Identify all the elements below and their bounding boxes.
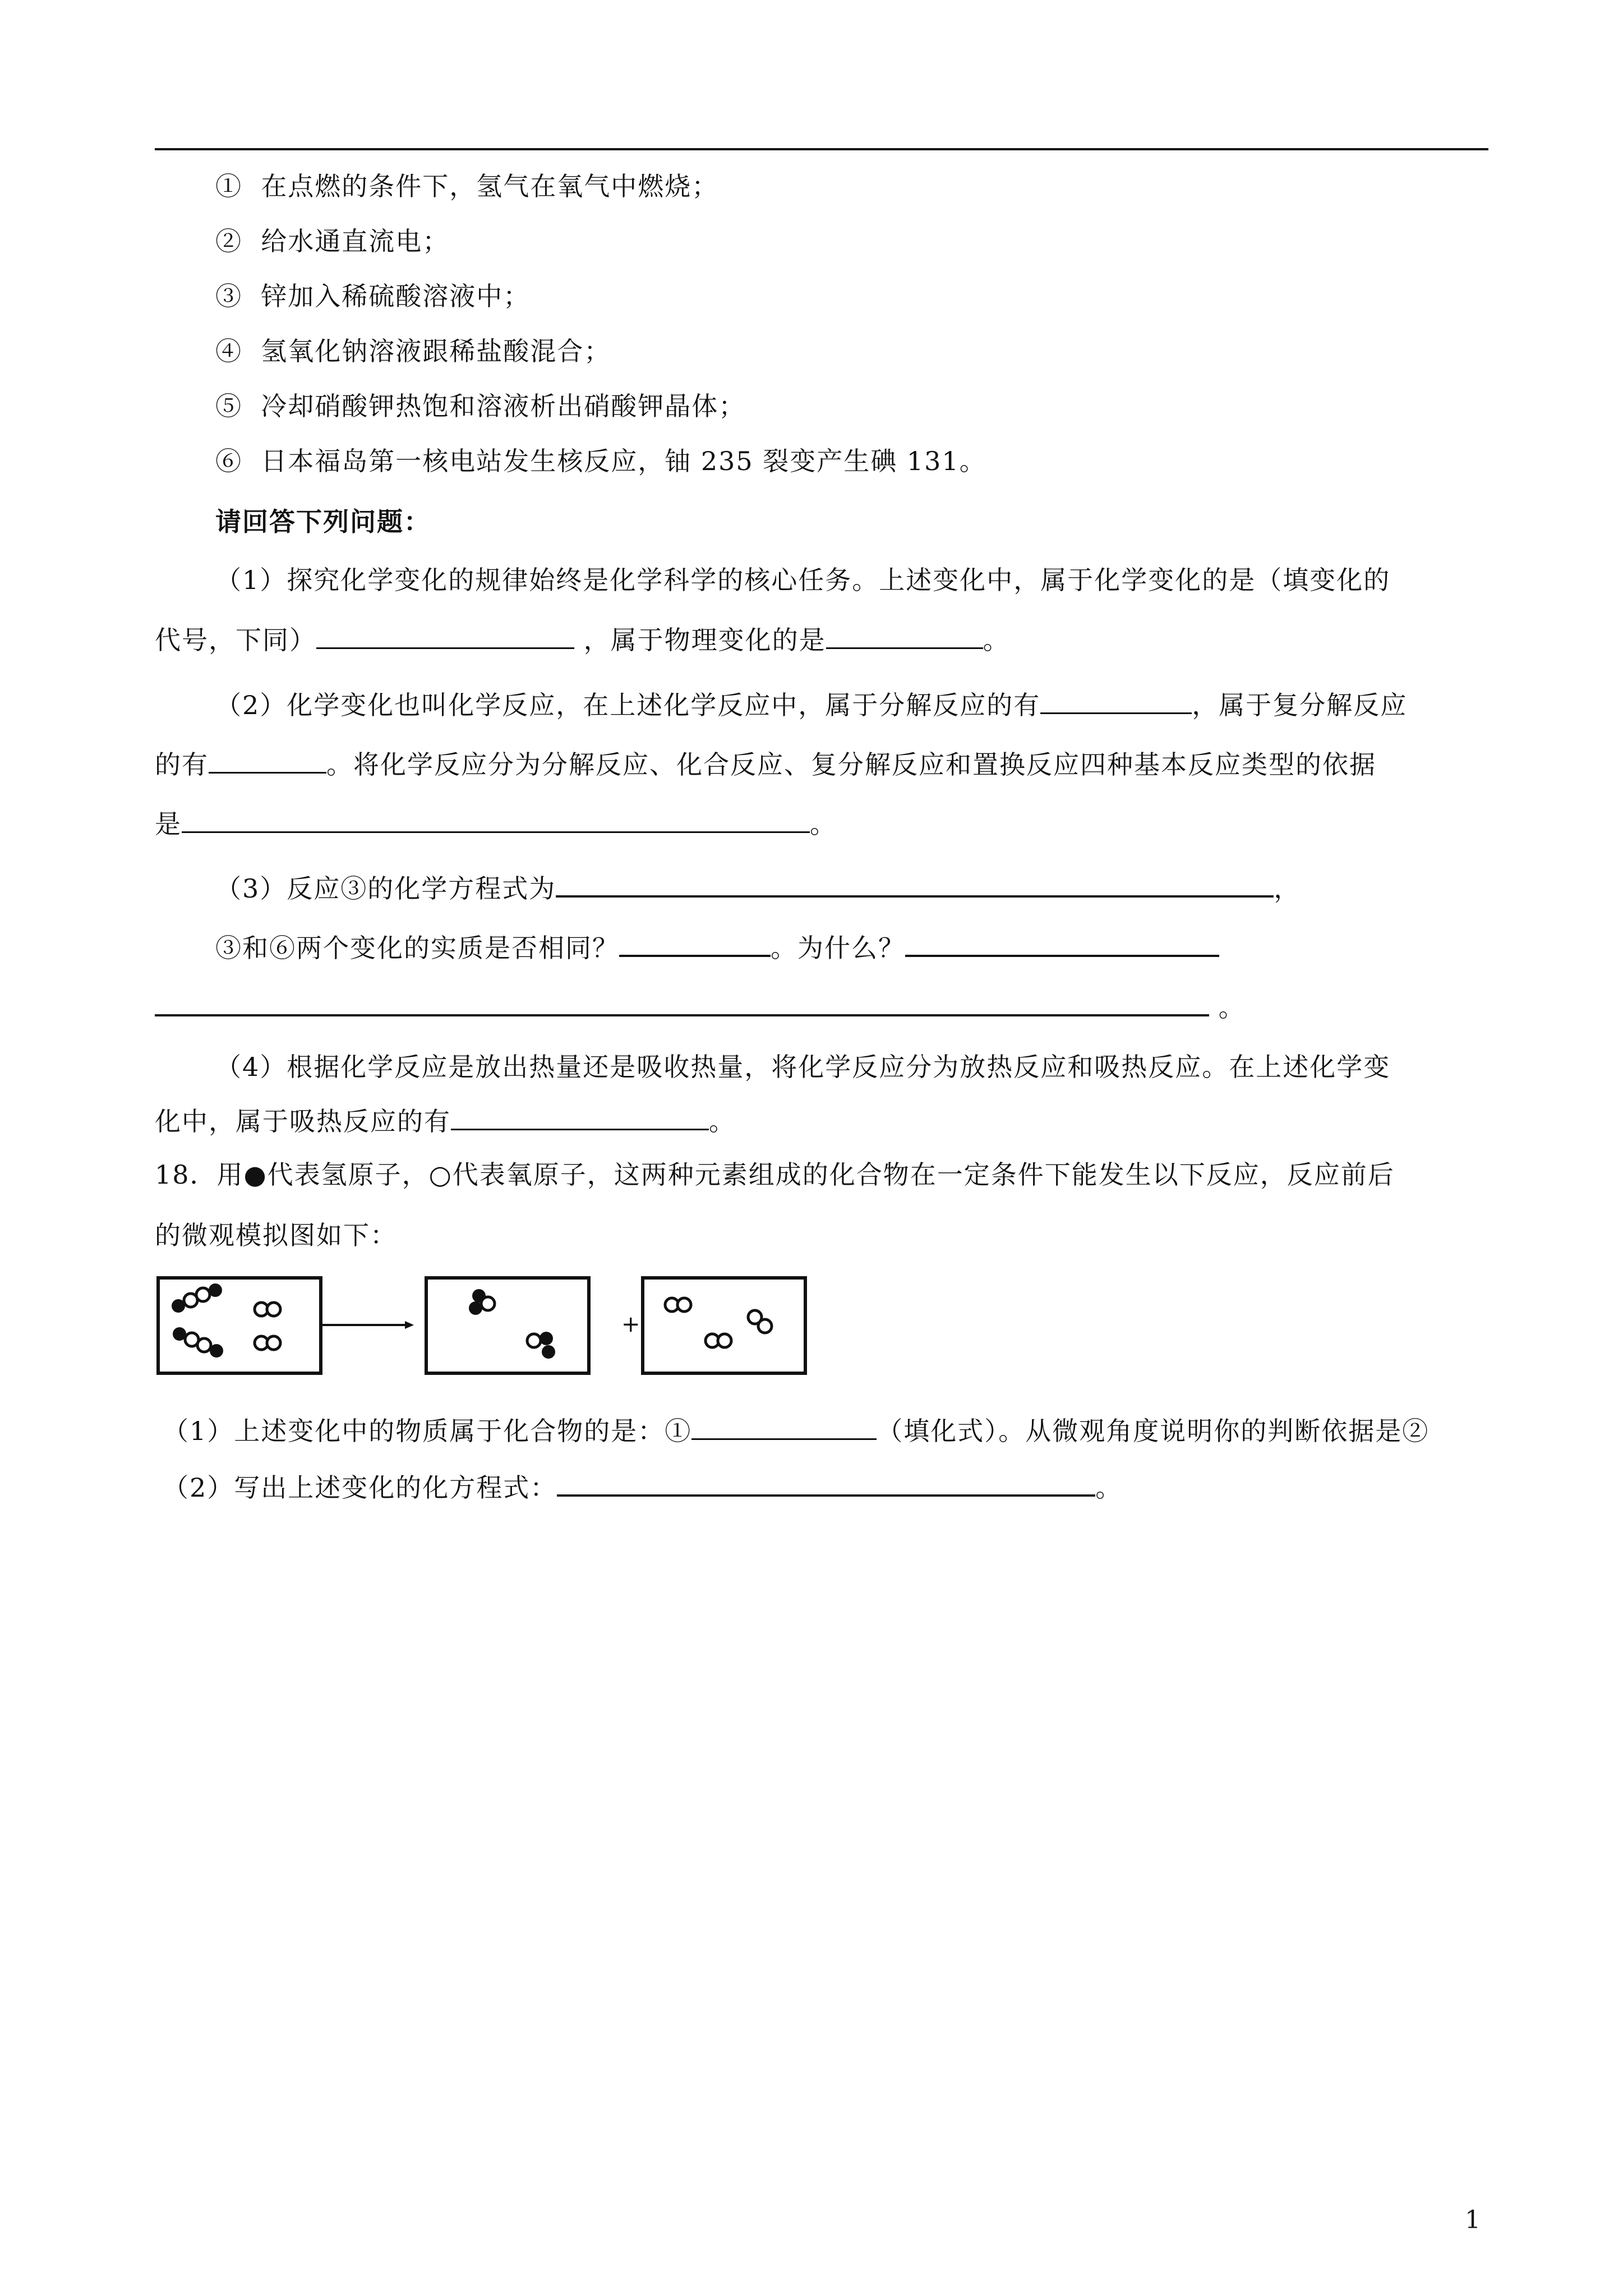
answer-blank[interactable] xyxy=(182,807,810,833)
molecule-h2o xyxy=(469,1289,495,1315)
answer-blank[interactable] xyxy=(619,930,771,957)
page-number: 1 xyxy=(1465,2206,1481,2234)
arrow-icon xyxy=(321,1321,414,1329)
item-number: ⑥ xyxy=(215,446,242,476)
molecule-o2 xyxy=(255,1336,280,1350)
item-text: 日本福岛第一核电站发生核反应，铀 235 裂变产生碘 131。 xyxy=(261,446,986,476)
question-prompt: 请回答下列问题： xyxy=(215,507,431,537)
q4-line2: 化中，属于吸热反应的有 。 xyxy=(155,1104,736,1138)
item-number: ③ xyxy=(215,281,242,311)
answer-blank[interactable] xyxy=(556,871,1274,898)
header-rule xyxy=(155,148,1488,150)
answer-blank[interactable] xyxy=(557,1470,1095,1497)
answer-blank[interactable] xyxy=(691,1414,877,1440)
q1-line2: 代号，下同） ，属于物理变化的是 。 xyxy=(155,623,1010,657)
molecule-o2 xyxy=(706,1334,731,1347)
q2-line2: 的有 。将化学反应分为分解反应、化合反应、复分解反应和置换反应四种基本反应类型的依据 xyxy=(155,747,1376,781)
plus-sign: + xyxy=(621,1312,640,1337)
q2-line1: （2）化学变化也叫化学反应，在上述化学反应中，属于分解反应的有 ，属于复分解反应 xyxy=(215,688,1407,722)
molecule-o2 xyxy=(255,1303,280,1316)
list-item xyxy=(215,389,745,423)
answer-blank[interactable] xyxy=(826,623,983,649)
answer-blank[interactable] xyxy=(1040,688,1192,714)
q18-sub2: （2）写出上述变化的化方程式： 。 xyxy=(163,1470,1122,1504)
q4-line1: （4）根据化学反应是放出热量还是吸收热量，将化学反应分为放热反应和吸热反应。在上述化学变 xyxy=(215,1052,1391,1082)
item-number: ② xyxy=(215,226,242,256)
q18-line1: 18．用●代表氢原子，○代表氧原子，这两种元素组成的化合物在一定条件下能发生以下反应，反应前后 xyxy=(155,1159,1395,1190)
q3-line1: （3）反应③的化学方程式为 ， xyxy=(215,871,1301,905)
q18-line2: 的微观模拟图如下： xyxy=(155,1220,397,1250)
answer-blank[interactable] xyxy=(209,747,326,774)
list-item xyxy=(215,169,718,203)
answer-blank[interactable] xyxy=(155,990,1209,1016)
reactant-box xyxy=(158,1278,321,1373)
answer-blank[interactable] xyxy=(905,930,1219,957)
item-text: 氢氧化钠溶液跟稀盐酸混合； xyxy=(261,336,611,366)
item-text: 锌加入稀硫酸溶液中； xyxy=(261,281,531,311)
answer-blank[interactable] xyxy=(451,1104,709,1130)
answer-blank[interactable] xyxy=(316,623,574,649)
item-number: ① xyxy=(215,171,242,201)
item-text: 在点燃的条件下，氢气在氧气中燃烧； xyxy=(261,171,719,201)
item-number: ⑤ xyxy=(215,391,242,421)
item-text: 冷却硝酸钾热饱和溶液析出硝酸钾晶体； xyxy=(261,391,746,421)
list-item xyxy=(215,334,611,368)
q18-sub1: （1）上述变化中的物质属于化合物的是：① （填化式）。从微观角度说明你的判断依据是② xyxy=(163,1414,1429,1448)
q1-line1: （1）探究化学变化的规律始终是化学科学的核心任务。上述变化中，属于化学变化的是（填变化的 xyxy=(215,565,1391,595)
molecule-h2o xyxy=(527,1332,555,1359)
q3-line3: 。 xyxy=(155,990,1246,1024)
q2-line3: 是 。 xyxy=(155,807,837,841)
product-box xyxy=(643,1278,805,1373)
list-item xyxy=(215,444,986,478)
q3-line2: ③和⑥两个变化的实质是否相同？ 。为什么？ xyxy=(215,930,1219,965)
molecule-o2 xyxy=(748,1310,772,1333)
item-text: 给水通直流电； xyxy=(261,226,450,256)
list-item xyxy=(215,279,530,313)
product-box xyxy=(426,1278,589,1373)
molecule-h2o2-top xyxy=(172,1283,222,1313)
molecule-o2 xyxy=(665,1298,691,1312)
molecular-reaction-diagram xyxy=(155,1268,811,1386)
item-number: ④ xyxy=(215,336,242,366)
molecule-h2o2-bottom xyxy=(173,1327,223,1358)
list-item xyxy=(215,224,449,258)
